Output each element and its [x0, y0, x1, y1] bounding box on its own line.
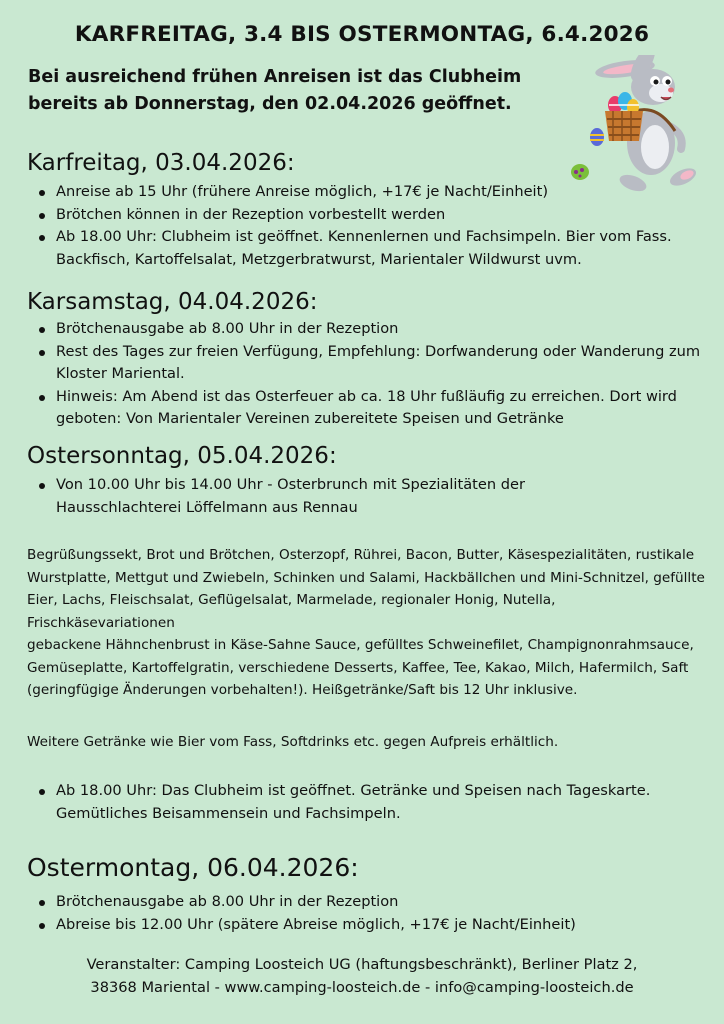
- list-item: Rest des Tages zur freien Verfügung, Empfehlung: Dorfwanderung oder Wanderung zum Kloster Mariental.: [38, 341, 708, 386]
- list-item: Abreise bis 12.00 Uhr (spätere Abreise möglich, +17€ je Nacht/Einheit): [38, 914, 708, 937]
- footer-line-2: 38368 Mariental - www.camping-loosteich.de - info@camping-loosteich.de: [90, 979, 634, 996]
- intro-line-2: bereits ab Donnerstag, den 02.04.2026 geöffnet.: [28, 94, 512, 114]
- brunch-menu-part-2: gebackene Hähnchenbrust in Käse-Sahne Sauce, gefülltes Schweinefilet, Champignonrahmsauce, Gemüseplatte, Kartoffelgratin, verschiedene Desserts, Kaffee, Tee, Kakao, Milch, Hafermilch, Saft (geringfügige Änderungen vorbehalten!). Heißgetränke/Saft bis 12 Uhr inklusive.: [27, 637, 694, 698]
- intro-text: [28, 64, 588, 118]
- page-title: KARFREITAG, 3.4 BIS OSTERMONTAG, 6.4.2026: [74, 22, 650, 47]
- brunch-menu-part-1: Begrüßungssekt, Brot und Brötchen, Osterzopf, Rührei, Bacon, Butter, Käsespezialitäten, rustikale Wurstplatte, Mettgut und Zwiebeln, Schinken und Salami, Hackbällchen und Mini-Schnitzel, gefüllte Eier, Lachs, Fleischsalat, Geflügelsalat, Marmelade, regionaler Honig, Nutella, Frischkäsevariationen: [27, 547, 705, 631]
- list-item: Ab 18.00 Uhr: Das Clubheim ist geöffnet. Getränke und Speisen nach Tageskarte. Gemütliches Beisammensein und Fachsimpeln.: [38, 780, 708, 825]
- list-karfreitag: [38, 181, 708, 271]
- list-item: Brötchenausgabe ab 8.00 Uhr in der Rezeption: [38, 318, 708, 341]
- list-item: Brötchenausgabe ab 8.00 Uhr in der Rezeption: [38, 891, 708, 914]
- easter-bunny-illustration: [585, 55, 710, 200]
- heading-ostermontag: Ostermontag, 06.04.2026:: [27, 853, 359, 882]
- heading-karsamstag: Karsamstag, 04.04.2026:: [27, 289, 318, 315]
- list-ostermontag: [38, 891, 708, 936]
- list-karsamstag: [38, 318, 708, 431]
- list-ostersonntag: [38, 474, 598, 519]
- list-item: Brötchen können in der Rezeption vorbestellt werden: [38, 204, 708, 227]
- list-item: Hinweis: Am Abend ist das Osterfeuer ab ca. 18 Uhr fußläufig zu erreichen. Dort wird geboten: Von Marientaler Vereinen zubereitete Speisen und Getränke: [38, 386, 708, 431]
- list-item: Von 10.00 Uhr bis 14.00 Uhr - Osterbrunch mit Spezialitäten der Hausschlachterei Löffelmann aus Rennau: [38, 474, 598, 519]
- drinks-note: Weitere Getränke wie Bier vom Fass, Softdrinks etc. gegen Aufpreis erhältlich.: [27, 734, 559, 750]
- brunch-menu: [27, 544, 707, 702]
- footer-line-1: Veranstalter: Camping Loosteich UG (haftungsbeschränkt), Berliner Platz 2,: [86, 956, 638, 973]
- list-item: Ab 18.00 Uhr: Clubheim ist geöffnet. Kennenlernen und Fachsimpeln. Bier vom Fass. Backfisch, Kartoffelsalat, Metzgerbratwurst, Marientaler Wildwurst uvm.: [38, 226, 708, 271]
- list-ostersonntag-evening: [38, 780, 708, 825]
- list-item: Anreise ab 15 Uhr (frühere Anreise möglich, +17€ je Nacht/Einheit): [38, 181, 708, 204]
- intro-line-1: Bei ausreichend frühen Anreisen ist das Clubheim: [28, 67, 522, 87]
- heading-ostersonntag: Ostersonntag, 05.04.2026:: [27, 443, 337, 469]
- heading-karfreitag: Karfreitag, 03.04.2026:: [27, 150, 295, 176]
- organizer-footer: [0, 953, 724, 999]
